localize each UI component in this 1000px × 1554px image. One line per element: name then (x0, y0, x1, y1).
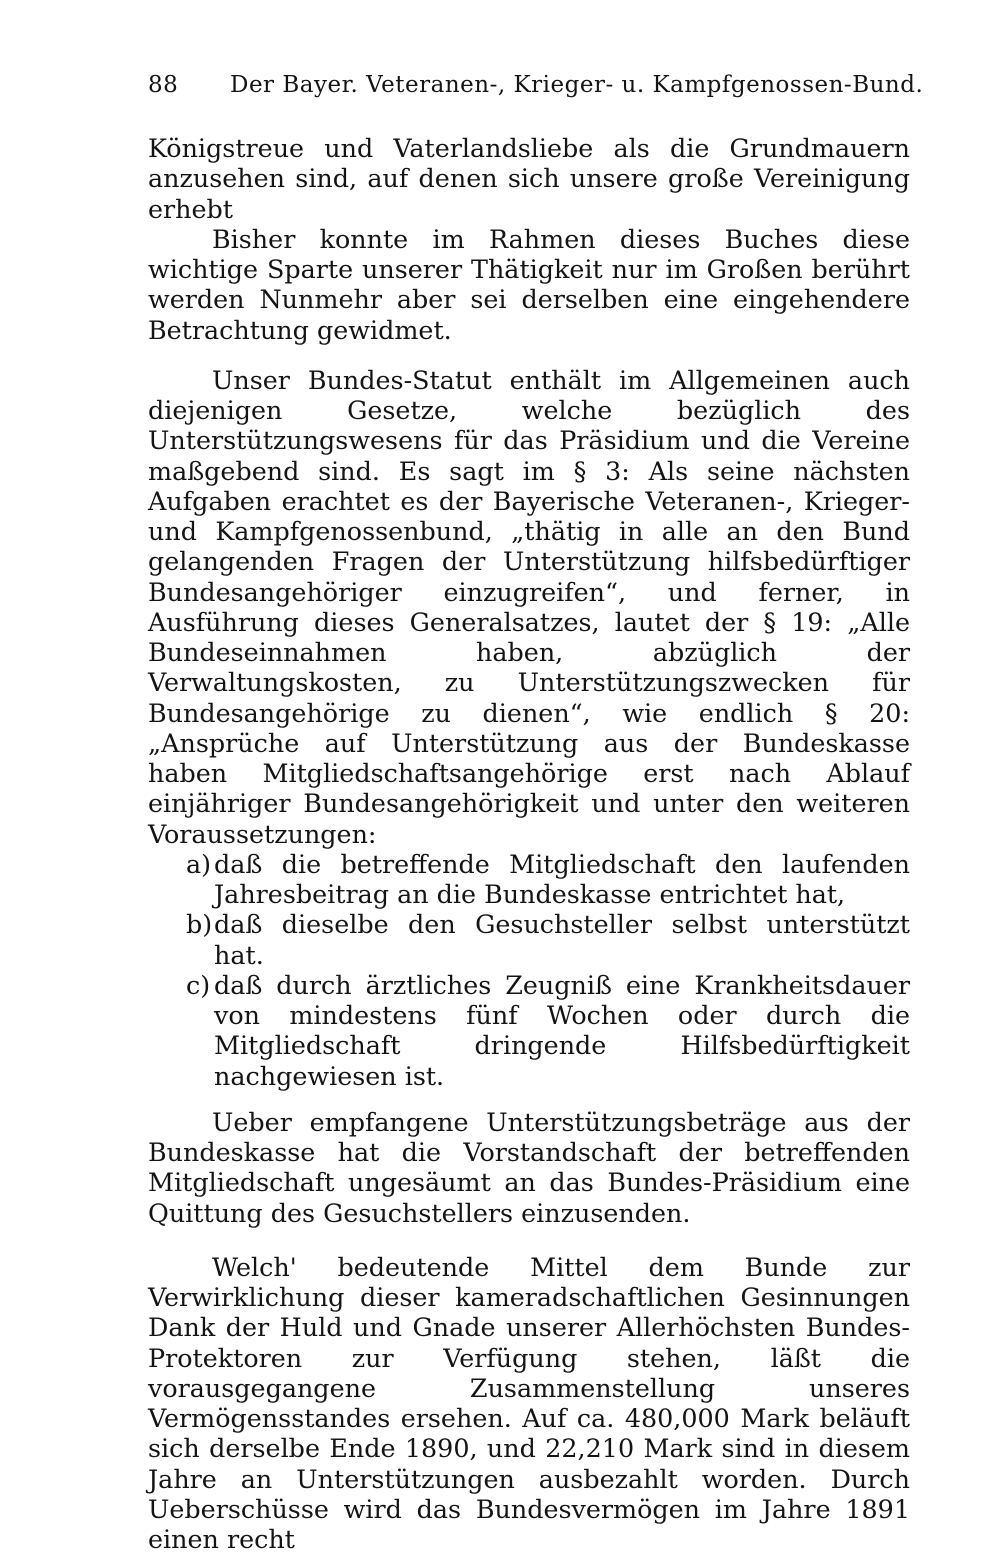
page-header (148, 72, 924, 108)
list-marker: a) (186, 848, 212, 879)
funds-paragraph: Welch' bedeutende Mittel dem Bunde zur Verwirklichung dieser kameradschaftlichen Gesinnungen Dank der Huld und Gnade unserer Allerhöchsten Bundes-Protektoren zur Verfügung stehen, läßt die vorausgegangene Zusammenstellung unseres Vermögensstandes ersehen. Auf ca. 480,000 Mark beläuft sich derselbe Ende 1890, und 22,210 Mark sind in diesem Jahre an Unterstützungen ausbezahlt worden. Durch Ueberschüsse wird das Bundesvermögen im Jahre 1891 einen recht (148, 1251, 910, 1554)
list-item (148, 970, 910, 1091)
conditions-list (148, 849, 910, 1091)
list-item-text: daß durch ärztliches Zeugniß eine Krankheitsdauer von mindestens fünf Wochen oder durch die Mitgliedschaft dringende Hilfsbedürftigkeit nachgewiesen ist. (214, 969, 910, 1091)
continued-paragraph: Königstreue und Vaterlandsliebe als die Grundmauern anzusehen sind, auf denen sich unsere große Vereinigung erhebt (148, 133, 910, 224)
list-marker: c) (186, 969, 211, 1000)
body-text (148, 133, 910, 1554)
support-section-intro: Bisher konnte im Rahmen dieses Buches diese wichtige Sparte unserer Thätigkeit nur im Großen berührt werden Nunmehr aber sei derselben eine eingehendere Betrachtung gewidmet. (148, 223, 910, 345)
receipt-paragraph: Ueber empfangene Unterstützungsbeträge aus der Bundeskasse hat die Vorstandschaft der betreffenden Mitgliedschaft ungesäumt an das Bundes-Präsidium eine Quittung des Gesuchstellers einzusenden. (148, 1106, 910, 1228)
statute-paragraph: Unser Bundes-Statut enthält im Allgemeinen auch diejenigen Gesetze, welche bezüglich des Unterstützungswesens für das Präsidium und die Vereine maßgebend sind. Es sagt im § 3: Als seine nächsten Aufgaben erachtet es der Bayerische Veteranen-, Krieger- und Kampfgenossenbund, „thätig in alle an den Bund gelangenden Fragen der Unterstützung hilfsbedürftiger Bundesangehöriger einzugreifen“, und ferner, in Ausführung dieses Generalsatzes, lautet der § 19: „Alle Bundeseinnahmen haben, abzüglich der Verwaltungskosten, zu Unterstützungszwecken für Bundesangehörige zu dienen“, wie endlich § 20: „Ansprüche auf Unterstützung aus der Bundeskasse haben Mitgliedschaftsangehörige erst nach Ablauf einjähriger Bundesangehörigkeit und unter den weiteren Voraussetzungen: (148, 364, 910, 849)
list-item (148, 849, 910, 910)
page-number: 88 (148, 72, 179, 98)
running-head: Der Bayer. Veteranen-, Krieger- u. Kampfgenossen-Bund. (230, 72, 924, 98)
list-item (148, 909, 910, 970)
list-marker: b) (186, 909, 213, 940)
list-item-text: daß dieselbe den Gesuchsteller selbst unterstützt hat. (214, 909, 910, 970)
list-item-text: daß die betreffende Mitgliedschaft den laufenden Jahresbeitrag an die Bundeskasse entrichtet hat, (214, 848, 910, 909)
